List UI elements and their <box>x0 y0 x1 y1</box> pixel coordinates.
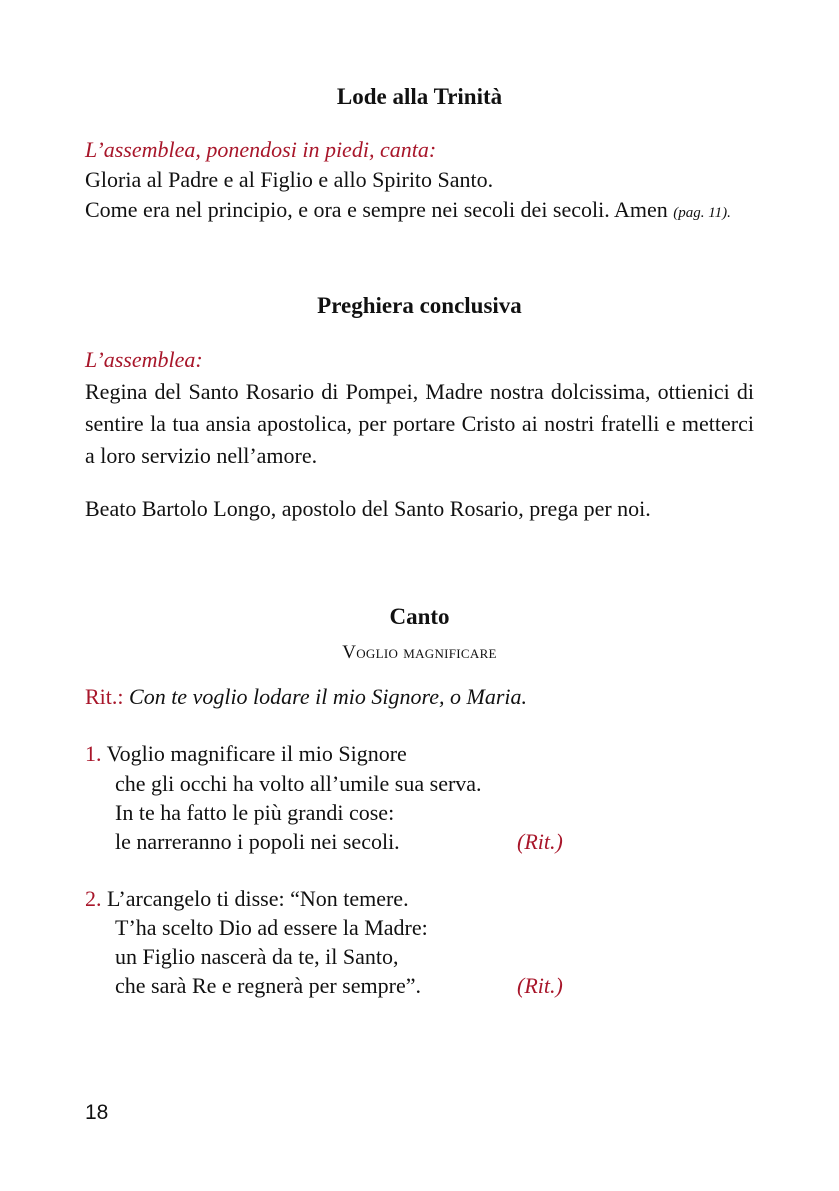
stanza-2-rit: (Rit.) <box>517 973 563 998</box>
stanza-2-line-1-text: L’arcangelo ti disse: “Non temere. <box>107 886 409 911</box>
stanza-1-line-1 <box>85 740 407 768</box>
stanza-2-line-3: un Figlio nascerà da te, il Santo, <box>115 944 399 969</box>
lode-line-2-text: Come era nel principio, e ora e sempre nei secoli dei secoli. Amen <box>85 197 668 222</box>
preghiera-paragraph: Regina del Santo Rosario di Pompei, Madre nostra dolcissima, ottienici di sentire la tua ansia apostolica, per portare Cristo ai nostri fratelli e metterci a loro servizio nell’amore. <box>85 379 754 468</box>
section-title-canto: Canto <box>389 604 450 629</box>
stanza-1-line-3: In te ha fatto le più grandi cose: <box>115 800 395 825</box>
lode-line-1: Gloria al Padre e al Figlio e allo Spirito Santo. <box>85 167 494 192</box>
stanza-1-line-2: che gli occhi ha volto all’umile sua serva. <box>115 771 482 796</box>
song-subtitle: Voglio magnificare <box>342 642 497 663</box>
page-reference: (pag. 11). <box>673 205 731 221</box>
preghiera-invocation: Beato Bartolo Longo, apostolo del Santo Rosario, prega per noi. <box>85 496 651 521</box>
rubric-lode: L’assemblea, ponendosi in piedi, canta: <box>85 137 437 162</box>
page-number: 18 <box>85 1101 109 1124</box>
refrain-text: Con te voglio lodare il mio Signore, o Maria. <box>129 684 528 709</box>
refrain <box>85 683 527 711</box>
rubric-preghiera: L’assemblea: <box>85 347 203 372</box>
stanza-2-line-4: che sarà Re e regnerà per sempre”. <box>115 973 421 998</box>
refrain-label: Rit.: <box>85 684 124 709</box>
stanza-2-number: 2. <box>85 886 102 911</box>
section-title-preghiera: Preghiera conclusiva <box>317 293 522 318</box>
stanza-1-line-1-text: Voglio magnificare il mio Signore <box>106 741 407 766</box>
stanza-1-rit: (Rit.) <box>517 829 563 854</box>
section-title-lode: Lode alla Trinità <box>336 84 503 109</box>
stanza-1-line-4: le narreranno i popoli nei secoli. <box>115 829 400 854</box>
lode-line-2 <box>85 196 731 227</box>
stanza-2-line-1 <box>85 885 409 913</box>
stanza-2-line-2: T’ha scelto Dio ad essere la Madre: <box>115 915 428 940</box>
stanza-1-number: 1. <box>85 741 102 766</box>
